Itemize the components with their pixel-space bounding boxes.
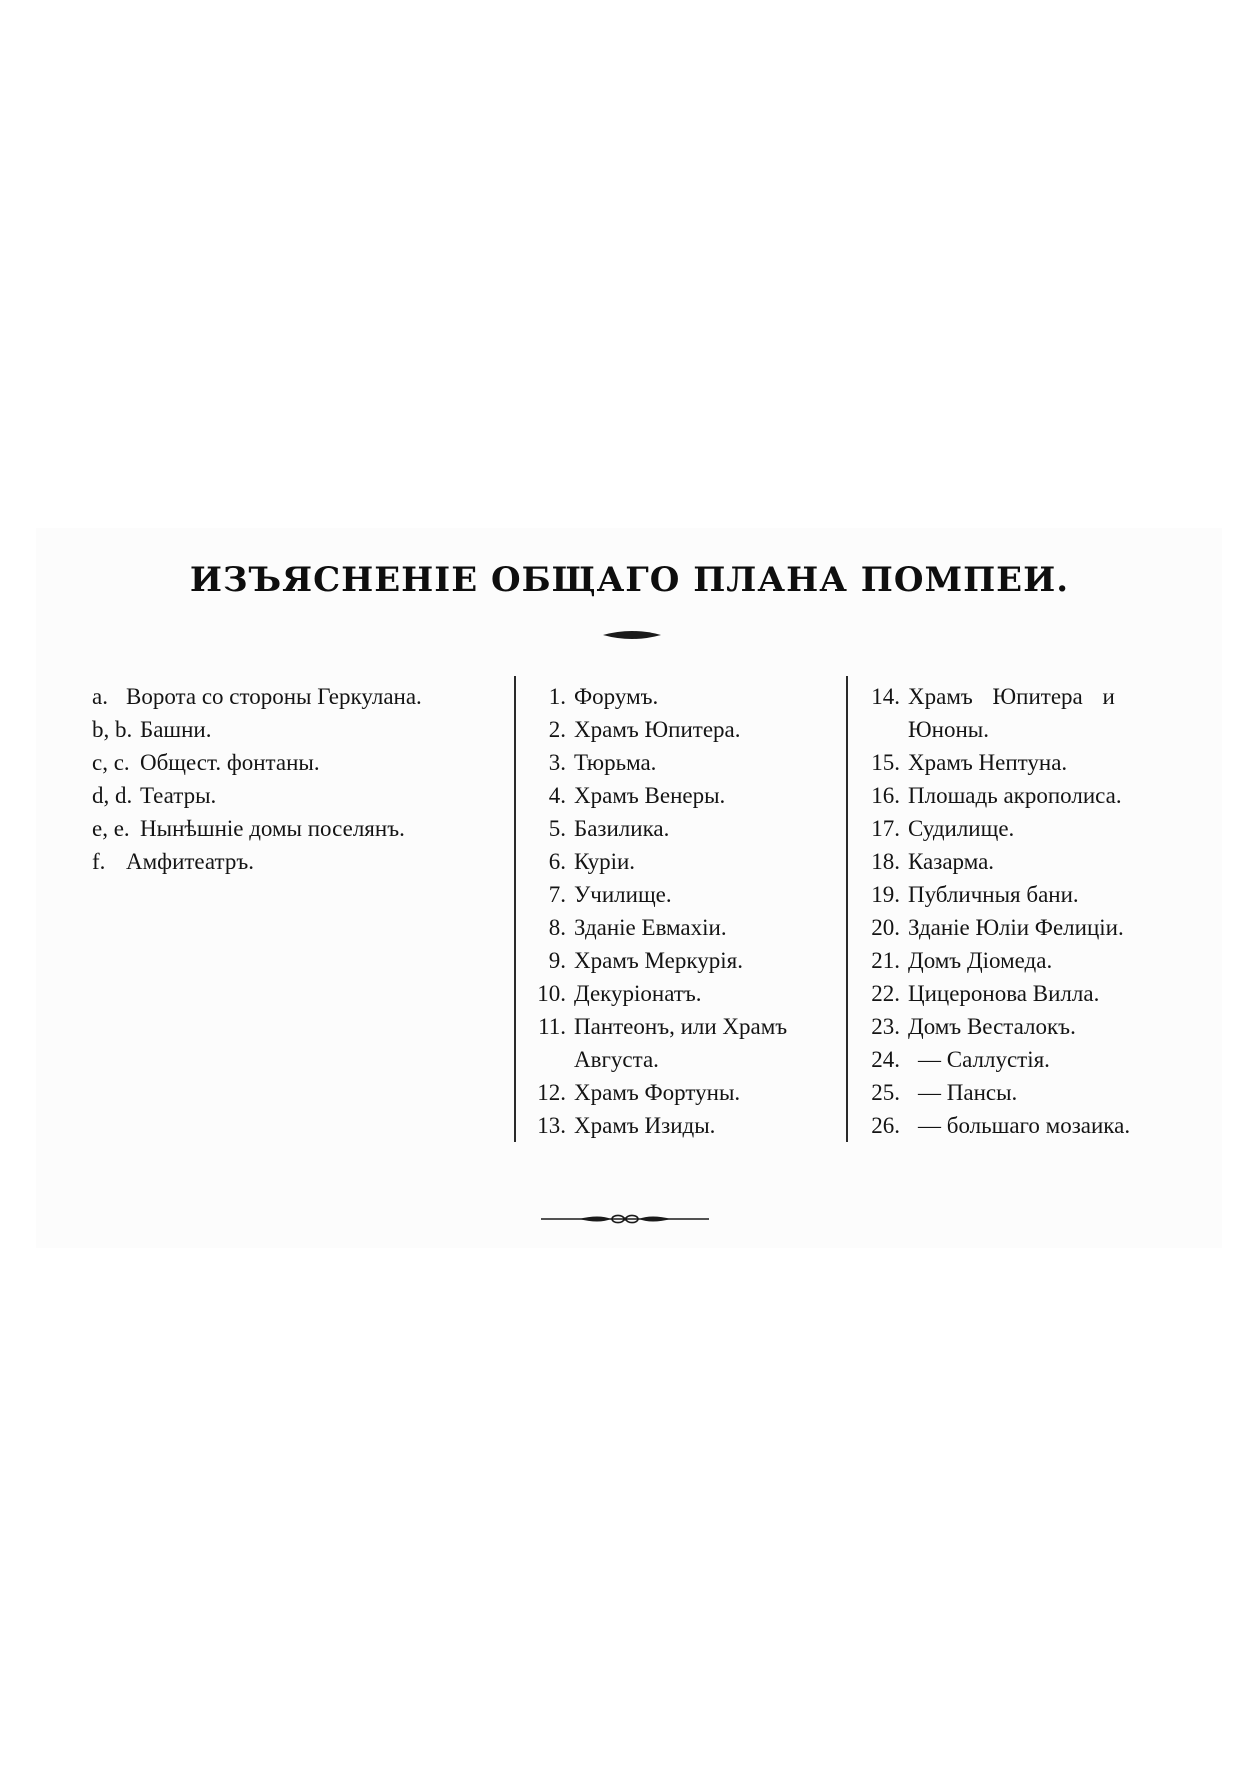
- legend-item: [862, 746, 1182, 779]
- legend-item: [528, 944, 838, 977]
- legend-number: 3.: [548, 750, 566, 775]
- legend-key: c, c.: [92, 750, 130, 775]
- legend-number: 7.: [548, 882, 566, 907]
- legend-item: [862, 911, 1182, 944]
- legend-label: Амфитеатръ.: [126, 849, 255, 874]
- letter-legend-list: [92, 680, 510, 878]
- legend-label: Куріи.: [574, 849, 636, 874]
- legend-key: d, d.: [92, 783, 133, 808]
- legend-number: 17.: [871, 816, 900, 841]
- legend-item-continuation: Юноны.: [908, 717, 989, 742]
- legend-label: Храмъ Фортуны.: [574, 1080, 741, 1105]
- page-title: ИЗЪЯСНЕНІЕ ОБЩАГО ПЛАНА ПОМПЕИ.: [189, 560, 1070, 600]
- legend-item: [528, 746, 838, 779]
- legend-number: 18.: [871, 849, 900, 874]
- legend-item: [528, 977, 838, 1010]
- legend-number: 15.: [871, 750, 900, 775]
- legend-item: [528, 878, 838, 911]
- legend-label: Цицеронова Вилла.: [908, 981, 1100, 1006]
- legend-item: [528, 845, 838, 878]
- legend-item: [862, 1109, 1182, 1142]
- legend-item: [862, 977, 1182, 1010]
- legend-item: [862, 779, 1182, 812]
- legend-item: [528, 713, 838, 746]
- legend-label: Храмъ Меркурія.: [574, 948, 743, 973]
- column-divider-left: [514, 676, 516, 1142]
- legend-item: [862, 680, 1182, 713]
- legend-item: [528, 1109, 838, 1142]
- legend-label: Училище.: [574, 882, 672, 907]
- legend-label: Нынѣшніе домы поселянъ.: [140, 816, 405, 841]
- legend-item: [92, 713, 510, 746]
- legend-label: Театры.: [140, 783, 217, 808]
- legend-number: 24.: [871, 1047, 900, 1072]
- legend-number: 8.: [548, 915, 566, 940]
- legend-number: 10.: [537, 981, 566, 1006]
- legend-item: [862, 1043, 1182, 1076]
- legend-item: [528, 1076, 838, 1109]
- legend-number: 9.: [548, 948, 566, 973]
- legend-label: Тюрьма.: [574, 750, 657, 775]
- legend-label: Башни.: [140, 717, 212, 742]
- legend-key: f.: [92, 849, 106, 874]
- legend-key: e, e.: [92, 816, 130, 841]
- legend-label: Казарма.: [908, 849, 995, 874]
- legend-number: 25.: [871, 1080, 900, 1105]
- legend-item: [92, 812, 510, 845]
- legend-label: Плошадь акрополиса.: [908, 783, 1122, 808]
- legend-item: [862, 1076, 1182, 1109]
- legend-item: [528, 1010, 838, 1043]
- legend-number: 1.: [548, 684, 566, 709]
- legend-number: 11.: [538, 1014, 566, 1039]
- legend-number: 19.: [871, 882, 900, 907]
- legend-number: 5.: [548, 816, 566, 841]
- numbered-legend-list-2: [862, 680, 1182, 1142]
- legend-label: — Саллустія.: [918, 1047, 1050, 1072]
- legend-number: 23.: [871, 1014, 900, 1039]
- legend-label: — большаго мозаика.: [918, 1113, 1131, 1138]
- legend-label: Храмъ Изиды.: [574, 1113, 716, 1138]
- legend-item: [528, 680, 838, 713]
- legend-number: 12.: [537, 1080, 566, 1105]
- legend-number: 21.: [871, 948, 900, 973]
- legend-key: a.: [92, 684, 108, 709]
- legend-number: 22.: [871, 981, 900, 1006]
- legend-number: 13.: [537, 1113, 566, 1138]
- legend-item: [528, 812, 838, 845]
- legend-label: Зданіе Юліи Фелиціи.: [908, 915, 1124, 940]
- legend-item: [528, 911, 838, 944]
- legend-label: Ворота со стороны Геркулана.: [126, 684, 422, 709]
- legend-item: [92, 779, 510, 812]
- legend-number: 16.: [871, 783, 900, 808]
- legend-item: [92, 680, 510, 713]
- legend-label: Храмъ Нептуна.: [908, 750, 1068, 775]
- legend-number: 14.: [871, 684, 900, 709]
- legend-item: [92, 845, 510, 878]
- legend-label: Базилика.: [574, 816, 670, 841]
- legend-item: [862, 1010, 1182, 1043]
- legend-item: [862, 845, 1182, 878]
- legend-label: Домъ Весталокъ.: [908, 1014, 1076, 1039]
- closing-ornament-rule: [541, 1210, 709, 1228]
- legend-number: 4.: [548, 783, 566, 808]
- legend-item-continuation: Августа.: [574, 1047, 659, 1072]
- numbered-legend-list-1: [528, 680, 838, 1142]
- legend-key: b, b.: [92, 717, 133, 742]
- legend-item: [862, 812, 1182, 845]
- legend-label: Храмъ Юпитера.: [574, 717, 741, 742]
- legend-item: [862, 878, 1182, 911]
- legend-number: 26.: [871, 1113, 900, 1138]
- title-ornament-rule: [603, 628, 661, 642]
- legend-label: Пантеонъ, или Храмъ: [574, 1014, 788, 1039]
- legend-item: [862, 944, 1182, 977]
- legend-label: — Пансы.: [918, 1080, 1018, 1105]
- legend-number: 20.: [871, 915, 900, 940]
- legend-number: 6.: [548, 849, 566, 874]
- legend-item: [92, 746, 510, 779]
- legend-label: Публичныя бани.: [908, 882, 1079, 907]
- legend-label: Судилище.: [908, 816, 1015, 841]
- legend-label: Общест. фонтаны.: [140, 750, 320, 775]
- legend-number: 2.: [548, 717, 566, 742]
- legend-label: Зданіе Евмахіи.: [574, 915, 727, 940]
- legend-label: Декуріонатъ.: [574, 981, 702, 1006]
- legend-item: [528, 779, 838, 812]
- legend-label: Домъ Діомеда.: [908, 948, 1053, 973]
- legend-label: Храмъ Венеры.: [574, 783, 726, 808]
- legend-label: Храмъ Юпитера и: [908, 684, 1115, 709]
- column-divider-right: [846, 676, 848, 1142]
- legend-label: Форумъ.: [574, 684, 659, 709]
